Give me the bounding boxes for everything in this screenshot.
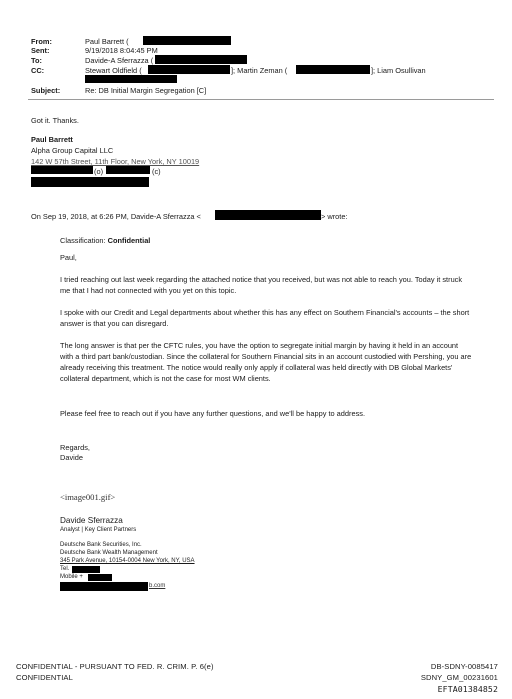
- redaction: [88, 574, 112, 581]
- redaction: [60, 582, 148, 591]
- sent-label: Sent:: [31, 46, 50, 55]
- quote-signature-name: Davide Sferrazza: [60, 516, 123, 525]
- quote-signature-email: b.com: [149, 583, 166, 589]
- quote-signature-tel: Tel.: [60, 566, 70, 572]
- redaction: [31, 166, 93, 174]
- quote-intro: On Sep 19, 2018, at 6:26 PM, Davide-A Sferrazza <: [31, 212, 201, 221]
- regards: Regards,: [60, 443, 90, 452]
- cc-value: Stewart Oldfield (: [85, 66, 142, 75]
- greeting: Paul,: [60, 253, 77, 262]
- body-paragraph: I spoke with our Credit and Legal departments about whether this has any effect on Southern Financial's accounts – the short answer is that you can disregard.: [60, 308, 470, 328]
- footer-right-line1: DB-SDNY-0085417: [430, 662, 498, 671]
- quote-signature-company: Deutsche Bank Securities, Inc.: [60, 542, 142, 548]
- redaction: [31, 177, 149, 187]
- regards-name: Davide: [60, 453, 84, 462]
- reply-text: Got it. Thanks.: [31, 116, 79, 125]
- body-paragraph: The long answer is that per the CFTC rules, you have the option to segregate initial margin by having it held in an account with a third part bank/custodian. Since the collateral for Southern Financial sits in an account custodied with Pershing, you are already receiving this treatment. The notice would really only apply if collateral was held directly with DB Global Markets' collateral department, which is not the case for most WM clients.: [60, 341, 472, 383]
- redaction: [143, 36, 231, 45]
- footer-right-line3: EFTA01384852: [437, 684, 498, 694]
- reply-signature-address: 142 W 57th Street, 11th Floor, New York, NY 10019: [31, 157, 200, 166]
- quote-signature-address: 345 Park Avenue, 10154-0004 New York, NY, USA: [60, 558, 195, 564]
- footer-right-line2: SDNY_GM_00231601: [420, 673, 498, 682]
- reply-signature-office: (o): [94, 167, 104, 176]
- image-placeholder: <image001.gif>: [60, 492, 116, 502]
- classification-value: Confidential: [107, 236, 151, 245]
- redaction: [72, 566, 100, 573]
- subject-value: Re: DB Initial Margin Segregation [C]: [85, 86, 207, 95]
- redaction: [106, 166, 150, 174]
- reply-signature-cell: (c): [152, 167, 161, 176]
- redaction: [148, 65, 230, 74]
- subject-label: Subject:: [31, 86, 61, 95]
- cc-label: CC:: [31, 66, 45, 75]
- reply-signature-company: Alpha Group Capital LLC: [31, 146, 114, 155]
- redaction: [215, 210, 321, 220]
- footer-left-line1: CONFIDENTIAL - PURSUANT TO FED. R. CRIM. P. 6(e): [16, 662, 214, 671]
- redaction: [155, 55, 247, 64]
- to-value: Davide-A Sferrazza (: [85, 56, 154, 65]
- cc-value: ]; Liam Osullivan: [371, 66, 426, 75]
- header-divider: [28, 99, 494, 100]
- footer-left-line2: CONFIDENTIAL: [16, 673, 73, 682]
- body-paragraph: Please feel free to reach out if you have any further questions, and we'll be happy to address.: [60, 409, 366, 418]
- reply-signature-name: Paul Barrett: [31, 135, 73, 144]
- quote-signature-mobile: Mobile +: [60, 574, 83, 580]
- body-paragraph: I tried reaching out last week regarding the attached notice that you received, but was not able to reach you. Today it struck me that I had not connected with you yet on this topic.: [60, 275, 463, 295]
- quote-signature-company: Deutsche Bank Wealth Management: [60, 550, 158, 556]
- cc-value: ]; Martin Zeman (: [231, 66, 288, 75]
- to-label: To:: [31, 56, 42, 65]
- quote-signature-title: Analyst | Key Client Partners: [60, 527, 137, 533]
- classification-label: Classification:: [60, 236, 106, 245]
- classification: [60, 236, 150, 245]
- redaction: [85, 75, 177, 83]
- sent-value: 9/19/2018 8:04:45 PM: [85, 46, 158, 55]
- from-value: Paul Barrett (: [85, 37, 129, 46]
- redaction: [296, 65, 370, 74]
- from-label: From:: [31, 37, 52, 46]
- quote-intro-suffix: > wrote:: [321, 212, 348, 221]
